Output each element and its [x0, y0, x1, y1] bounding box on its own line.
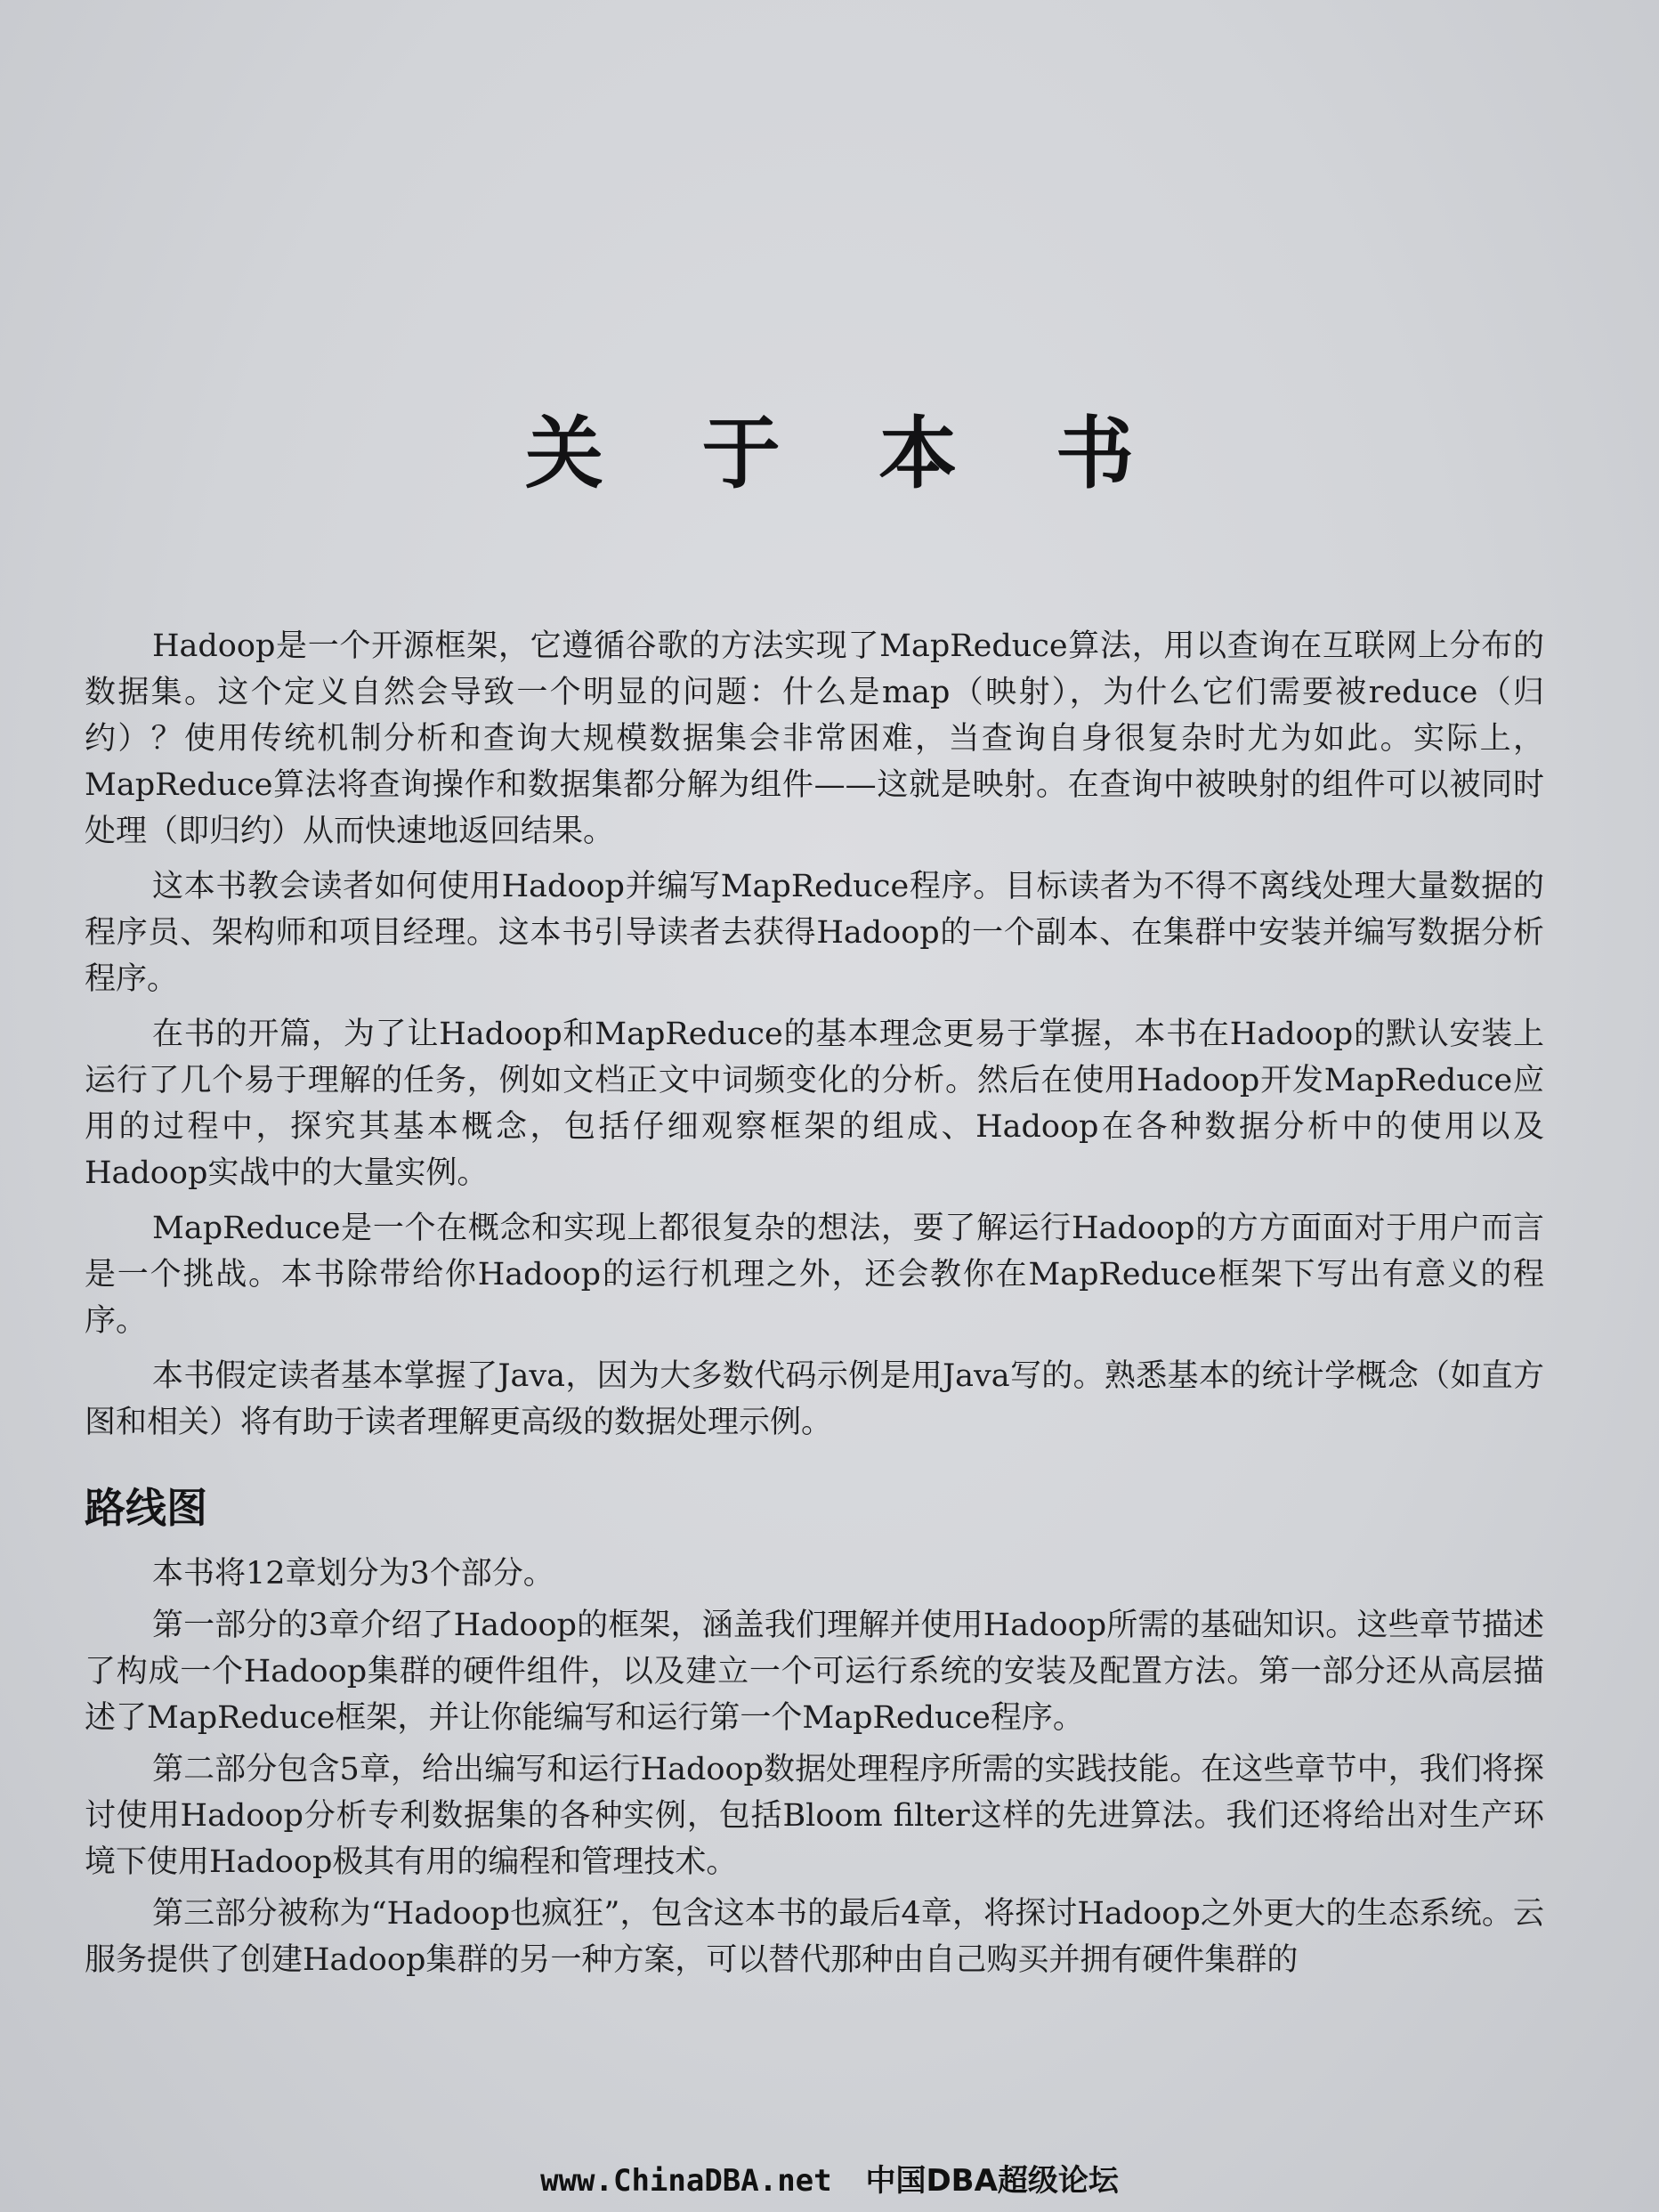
- page-body: [85, 623, 1544, 1989]
- about-paragraph-2: 这本书教会读者如何使用Hadoop并编写MapReduce程序。目标读者为不得不离线处理大量数据的程序员、架构师和项目经理。这本书引导读者去获得Hadoop的一个副本、在集群中安装并编写数据分析程序。: [85, 869, 1544, 997]
- roadmap-paragraph-3: 第二部分包含5章，给出编写和运行Hadoop数据处理程序所需的实践技能。在这些章节中，我们将探讨使用Hadoop分析专利数据集的各种实例，包括Bloom filter这样的先进算法。我们还将给出对生产环境下使用Hadoop极其有用的编程和管理技术。: [85, 1752, 1544, 1880]
- about-paragraph-1: Hadoop是一个开源框架，它遵循谷歌的方法实现了MapReduce算法，用以查询在互联网上分布的数据集。这个定义自然会导致一个明显的问题：什么是map（映射），为什么它们需要被reduce（归约）？使用传统机制分析和查询大规模数据集会非常困难，当查询自身很复杂时尤为如此。实际上，MapReduce算法将查询操作和数据集都分解为组件——这就是映射。在查询中被映射的组件可以被同时处理（即归约）从而快速地返回结果。: [85, 628, 1544, 849]
- about-paragraph-4: MapReduce是一个在概念和实现上都很复杂的想法，要了解运行Hadoop的方方面面对于用户而言是一个挑战。本书除带给你Hadoop的运行机理之外，还会教你在MapReduce框架下写出有意义的程序。: [85, 1211, 1544, 1339]
- watermark-footer: [0, 2156, 1659, 2200]
- roadmap-paragraph-2: 第一部分的3章介绍了Hadoop的框架，涵盖我们理解并使用Hadoop所需的基础知识。这些章节描述了构成一个Hadoop集群的硬件组件，以及建立一个可运行系统的安装及配置方法。第一部分还从高层描述了MapReduce框架，并让你能编写和运行第一个MapReduce程序。: [85, 1608, 1544, 1736]
- footer-url: www.ChinaDBA.net: [540, 2163, 832, 2199]
- roadmap-heading: 路线图: [85, 1484, 207, 1532]
- about-paragraph-3: 在书的开篇，为了让Hadoop和MapReduce的基本理念更易于掌握，本书在Hadoop的默认安装上运行了几个易于理解的任务，例如文档正文中词频变化的分析。然后在使用Hadoop开发MapReduce应用的过程中，探究其基本概念，包括仔细观察框架的组成、Hadoop在各种数据分析中的使用以及Hadoop实战中的大量实例。: [85, 1017, 1544, 1191]
- roadmap-paragraph-4: 第三部分被称为“Hadoop也疯狂”，包含这本书的最后4章，将探讨Hadoop之外更大的生态系统。云服务提供了创建Hadoop集群的另一种方案，可以替代那种由自己购买并拥有硬件集群的: [85, 1896, 1544, 1978]
- roadmap-paragraph-1: 本书将12章划分为3个部分。: [152, 1556, 554, 1592]
- page-title: 关 于 本 书: [525, 408, 1169, 499]
- about-paragraph-5: 本书假定读者基本掌握了Java，因为大多数代码示例是用Java写的。熟悉基本的统计学概念（如直方图和相关）将有助于读者理解更高级的数据处理示例。: [85, 1358, 1544, 1440]
- footer-forum-name: 中国DBA超级论坛: [865, 2163, 1119, 2199]
